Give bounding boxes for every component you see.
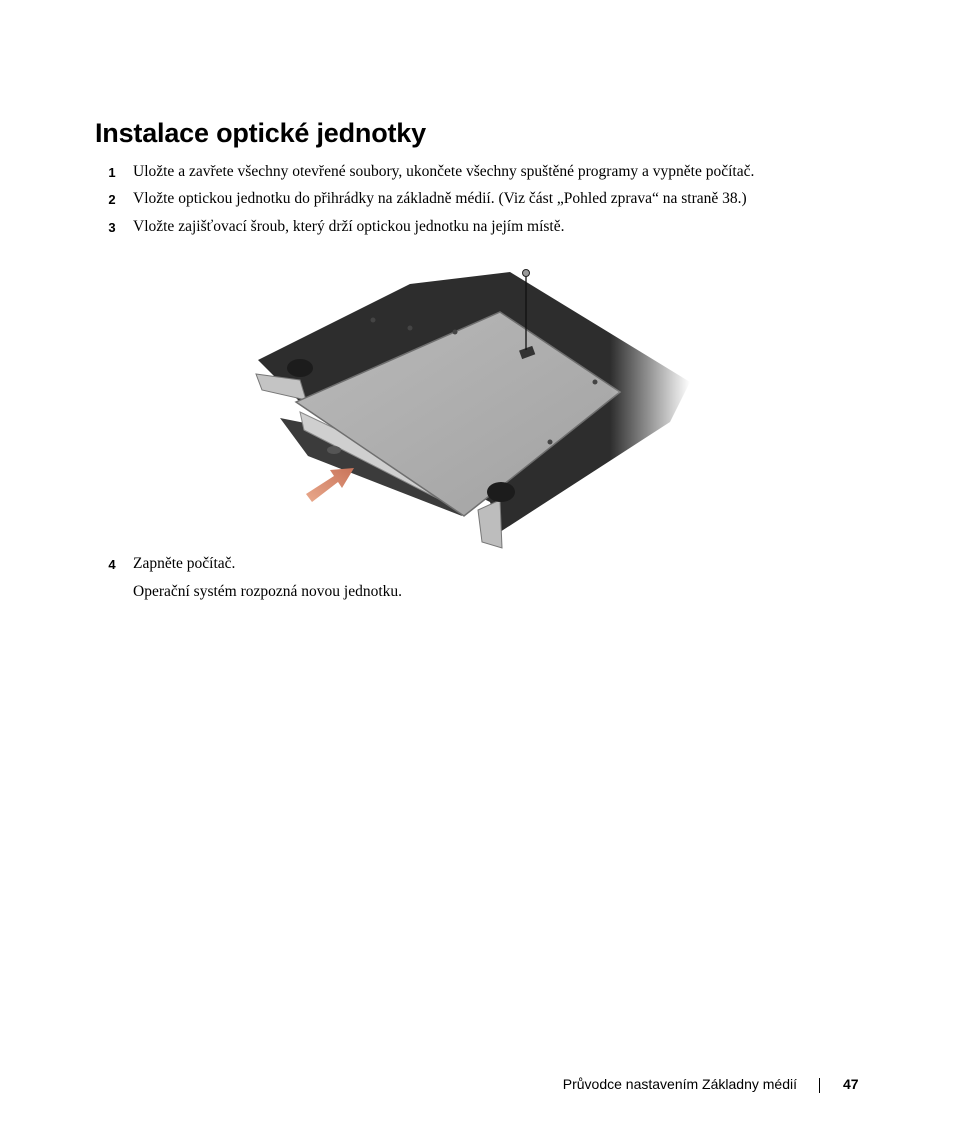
step-item xyxy=(0,555,954,577)
footer-title: Průvodce nastavením Základny médií xyxy=(562,1076,797,1092)
step-item xyxy=(0,190,954,212)
step-text: Vložte zajišťovací šroub, který drží optickou jednotku na jejím místě. xyxy=(133,218,565,235)
step-text: Uložte a zavřete všechny otevřené soubory, ukončete všechny spuštěné programy a vypněte počítač. xyxy=(133,163,755,180)
step-text: Zapněte počítač. xyxy=(133,555,236,572)
media-base-illustration xyxy=(250,262,690,552)
page-footer xyxy=(0,1076,954,1096)
step-number: 4 xyxy=(108,557,116,572)
step-item xyxy=(0,218,954,240)
page-number: 47 xyxy=(843,1076,859,1092)
step-number: 2 xyxy=(108,192,116,207)
step-item xyxy=(0,163,954,185)
step-note: Operační systém rozpozná novou jednotku. xyxy=(133,583,403,600)
footer-separator xyxy=(819,1078,820,1093)
page-title: Instalace optické jednotky xyxy=(95,118,426,148)
step-number: 3 xyxy=(108,220,116,235)
step-number: 1 xyxy=(108,165,116,180)
step-text: Vložte optickou jednotku do přihrádky na základně médií. (Viz část „Pohled zprava“ na straně 38.) xyxy=(133,190,747,207)
